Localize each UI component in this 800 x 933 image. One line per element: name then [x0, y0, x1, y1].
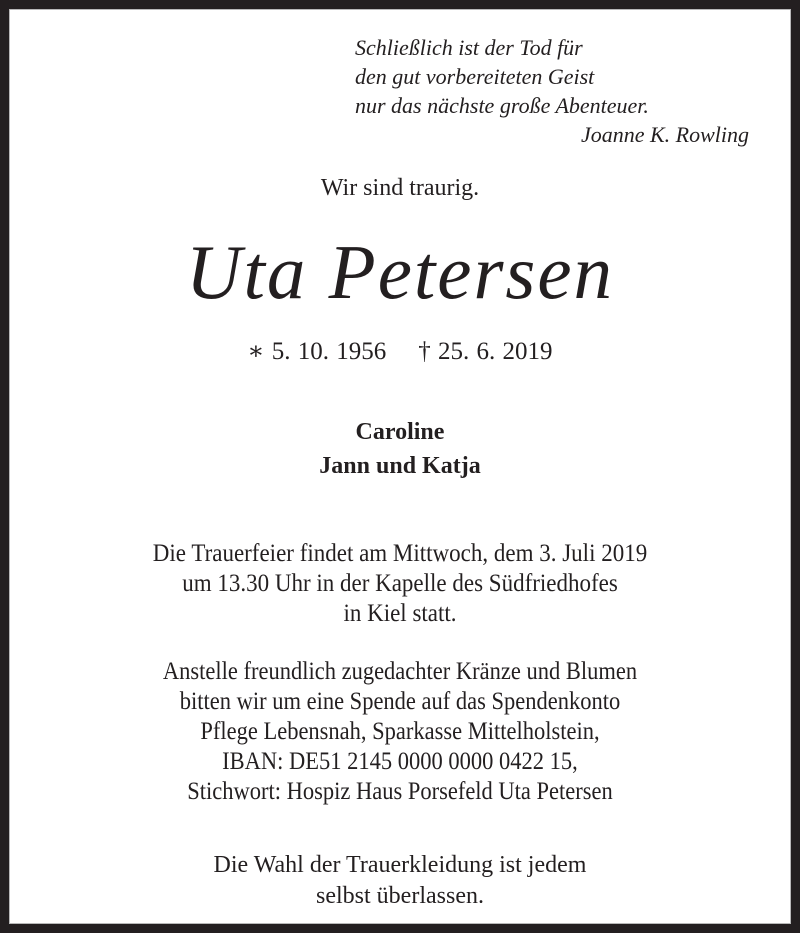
family-signatories	[9, 415, 791, 483]
dress-code-line: selbst überlassen.	[316, 883, 484, 909]
quote-author: Joanne K. Rowling	[580, 122, 749, 147]
donation-line: bitten wir um eine Spende auf das Spendenkonto	[179, 688, 621, 715]
epigraph-quote	[349, 33, 749, 149]
service-line: in Kiel statt.	[343, 600, 457, 627]
quote-line: Schließlich ist der Tod für	[355, 35, 583, 60]
deceased-name: Uta Petersen	[185, 229, 615, 315]
donation-line: Anstelle freundlich zugedachter Kränze und Blumen	[162, 658, 638, 685]
death-notice	[9, 9, 791, 924]
dress-code-info	[9, 850, 791, 912]
donation-line: Pflege Lebensnah, Sparkasse Mittelholstein,	[200, 718, 600, 745]
funeral-service-info	[40, 539, 759, 629]
life-dates	[9, 336, 791, 368]
donation-info	[48, 657, 752, 807]
birth-star-icon: ∗	[247, 338, 265, 365]
birth-date: 5. 10. 1956	[271, 338, 387, 365]
family-line: Jann und Katja	[319, 453, 481, 479]
service-line: um 13.30 Uhr in der Kapelle des Südfriedhofes	[182, 570, 618, 597]
death-date: 25. 6. 2019	[438, 338, 553, 365]
death-cross-icon: †	[418, 338, 431, 365]
donation-keyword-line: Stichwort: Hospiz Haus Porsefeld Uta Petersen	[187, 778, 613, 805]
dress-code-line: Die Wahl der Trauerkleidung ist jedem	[213, 852, 587, 878]
quote-line: nur das nächste große Abenteuer.	[355, 93, 649, 118]
service-line: Die Trauerfeier findet am Mittwoch, dem 3. Juli 2019	[152, 540, 648, 567]
iban-line: IBAN: DE51 2145 0000 0000 0422 15,	[222, 748, 578, 775]
quote-line: den gut vorbereiteten Geist	[355, 64, 595, 89]
intro-text: Wir sind traurig.	[320, 175, 480, 201]
family-line: Caroline	[355, 419, 445, 445]
